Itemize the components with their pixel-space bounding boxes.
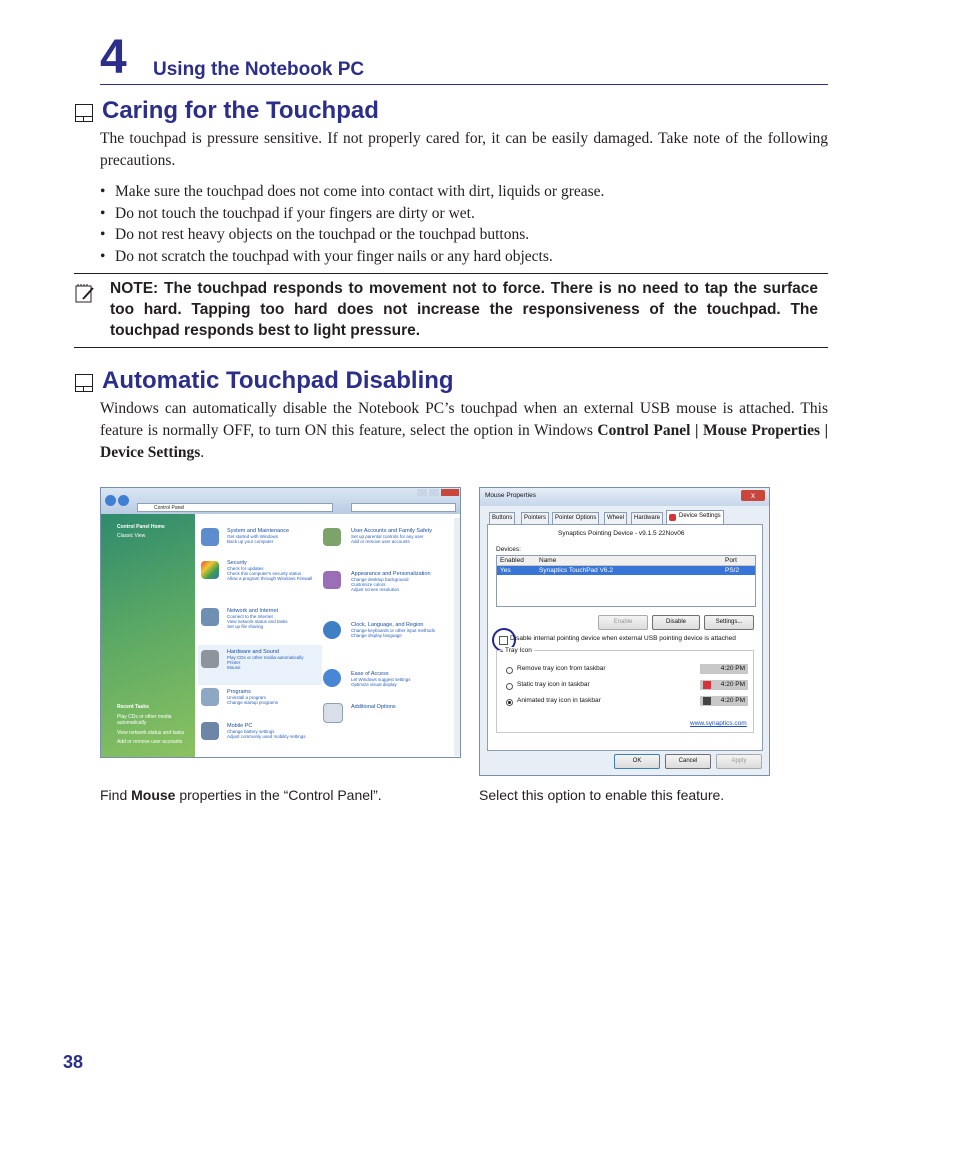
tray-option-animated[interactable]: Animated tray icon in taskbar	[517, 697, 601, 704]
additional-options-icon	[323, 703, 343, 723]
item-title[interactable]: Ease of Access	[351, 671, 389, 677]
device-header: Synaptics Pointing Device - v9.1.5 22Nov06	[558, 530, 685, 537]
tab-buttons[interactable]: Buttons	[489, 512, 515, 525]
caption-left	[100, 787, 382, 803]
settings-button[interactable]: Settings...	[704, 615, 754, 630]
list-item: • Make sure the touchpad does not come into contact with dirt, liquids or grease.	[100, 181, 828, 203]
tab-wheel[interactable]: Wheel	[604, 512, 627, 525]
security-shield-icon	[201, 561, 219, 579]
synaptics-tray-icon	[703, 681, 711, 689]
tray-option-static[interactable]: Static tray icon in taskbar	[517, 681, 590, 688]
mouse-link[interactable]: Mouse	[227, 665, 241, 670]
cp-item-programs[interactable]	[227, 689, 278, 705]
cp-item-mobile[interactable]	[227, 723, 312, 739]
item-sub[interactable]: Customize colors	[351, 582, 386, 587]
sidebar-classic-view[interactable]: Classic View	[117, 533, 146, 539]
section-title-auto-disable: Automatic Touchpad Disabling	[102, 367, 454, 394]
item-sub[interactable]: Allow a program through Windows Firewall	[227, 576, 313, 581]
mouse-properties-screenshot	[479, 487, 770, 776]
item-title[interactable]: Additional Options	[351, 704, 396, 710]
item-sub[interactable]: Change startup programs	[227, 700, 279, 705]
item-sub[interactable]: Get started with Windows	[227, 534, 279, 539]
recent-task-item[interactable]: View network status and tasks	[117, 730, 185, 736]
list-item: • Do not scratch the touchpad with your finger nails or any hard objects.	[100, 246, 828, 268]
section-box-icon	[75, 104, 93, 122]
section2-body	[100, 398, 828, 464]
item-title[interactable]: Mobile PC	[227, 723, 253, 729]
devices-label: Devices:	[496, 546, 521, 553]
item-sub[interactable]: Change display language	[351, 633, 402, 638]
disable-internal-label[interactable]: Disable internal pointing device when external USB pointing device is attached	[510, 635, 736, 642]
item-title[interactable]: Programs	[227, 689, 251, 695]
item-sub[interactable]: Let Windows suggest settings	[351, 677, 411, 682]
tray-group-label: Tray Icon	[505, 647, 532, 654]
item-sub[interactable]: Check this computer's security status	[227, 571, 302, 576]
mobile-pc-icon	[201, 722, 219, 740]
item-sub[interactable]: Set up file sharing	[227, 624, 264, 629]
item-sub[interactable]: Check for updates	[227, 566, 264, 571]
chapter-number: 4	[100, 31, 127, 84]
cp-item-network[interactable]	[227, 608, 287, 629]
programs-icon	[201, 688, 219, 706]
recent-task-item[interactable]: Add or remove user accounts	[117, 739, 183, 745]
table-row[interactable]	[497, 566, 755, 575]
item-sub[interactable]: Set up parental controls for any user	[351, 534, 424, 539]
item-title[interactable]: Clock, Language, and Region	[351, 622, 424, 628]
body-text: Windows can automatically disable the Notebook PC’s touchpad when an external USB mouse is attached. This feature is normally OFF, to turn ON this feature, select the option in Windows	[100, 400, 828, 439]
caption-left-bold: Mouse	[131, 787, 176, 803]
tray-preview: 4:20 PM	[700, 664, 748, 674]
item-sub[interactable]: Optimize visual display	[351, 682, 397, 687]
note-top-rule	[74, 273, 828, 274]
address-bar[interactable]: Control Panel	[137, 503, 333, 512]
item-sub[interactable]: View network status and tasks	[227, 619, 288, 624]
tab-device-settings-label: Device Settings	[679, 513, 721, 519]
cp-item-system[interactable]	[227, 528, 289, 544]
col-enabled[interactable]: Enabled	[500, 557, 524, 564]
cp-item-ease[interactable]	[351, 671, 411, 687]
note-bottom-rule	[74, 347, 828, 348]
body-path-bold: Control Panel | Mouse Properties | Device Settings	[100, 422, 828, 461]
radio-animated[interactable]	[506, 699, 513, 706]
cp-item-clock[interactable]	[351, 622, 436, 638]
network-globe-icon	[201, 608, 219, 626]
device-list[interactable]	[496, 555, 756, 607]
item-sub[interactable]: Adjust commonly used mobility settings	[227, 734, 306, 739]
precautions-list	[100, 181, 828, 267]
item-sub[interactable]: Connect to the Internet	[227, 614, 273, 619]
forward-icon[interactable]	[118, 495, 129, 506]
item-title[interactable]: Security	[227, 560, 247, 566]
tab-device-settings[interactable]	[666, 510, 724, 524]
minimize-icon[interactable]	[417, 489, 427, 496]
note-pad-icon	[75, 283, 95, 303]
sidebar-home[interactable]: Control Panel Home	[117, 524, 165, 530]
item-title[interactable]: Hardware and Sound	[227, 649, 279, 655]
chapter-title: Using the Notebook PC	[153, 59, 365, 80]
tray-option-remove[interactable]: Remove tray icon from taskbar	[517, 665, 606, 672]
radio-remove[interactable]	[506, 667, 513, 674]
search-input[interactable]	[351, 503, 456, 512]
recent-tasks-label: Recent Tasks	[117, 704, 149, 710]
mp-titlebar	[480, 488, 769, 506]
item-title[interactable]: User Accounts and Family Safety	[351, 528, 433, 534]
synaptics-link[interactable]: www.synaptics.com	[690, 720, 747, 727]
device-list-header	[497, 556, 755, 566]
animated-tray-icon	[703, 697, 711, 705]
item-sub[interactable]: Uninstall a program	[227, 695, 267, 700]
tab-pointer-options[interactable]: Pointer Options	[552, 512, 599, 525]
row-port: PS/2	[725, 567, 740, 574]
caption-left-pre: Find	[100, 787, 132, 803]
radio-static[interactable]	[506, 683, 513, 690]
tab-pointers[interactable]: Pointers	[521, 512, 549, 525]
cp-item-hardware[interactable]	[227, 649, 325, 670]
cancel-button[interactable]: Cancel	[665, 754, 711, 769]
header-rule	[100, 84, 828, 85]
user-accounts-icon	[323, 528, 341, 546]
section-title-caring: Caring for the Touchpad	[102, 97, 379, 124]
apply-button[interactable]: Apply	[716, 754, 762, 769]
item-sub[interactable]: Printer	[227, 660, 241, 665]
tray-preview: 4:20 PM	[700, 680, 748, 690]
item-sub[interactable]: Change desktop background	[351, 577, 409, 582]
item-sub[interactable]: Adjust screen resolution	[351, 587, 400, 592]
tray-icon-group	[496, 647, 754, 733]
col-port[interactable]: Port	[725, 557, 737, 564]
clock-globe-icon	[323, 621, 341, 639]
list-item: • Do not touch the touchpad if your fingers are dirty or wet.	[100, 203, 828, 225]
mp-title: Mouse Properties	[485, 492, 536, 499]
appearance-icon	[323, 571, 341, 589]
caption-left-post: properties in the “Control Panel”.	[175, 787, 382, 803]
close-icon[interactable]	[441, 489, 459, 496]
item-sub[interactable]: Change battery settings	[227, 729, 275, 734]
page-number: 38	[63, 1052, 84, 1072]
cp-scrollbar[interactable]	[454, 518, 460, 756]
item-sub[interactable]: Play CDs or other media automatically	[227, 655, 304, 660]
item-sub[interactable]: Back up your computer	[227, 539, 274, 544]
maximize-icon[interactable]	[429, 489, 439, 496]
list-item: • Do not rest heavy objects on the touchpad or the touchpad buttons.	[100, 224, 828, 246]
note-text: NOTE: The touchpad responds to movement not to force. There is no need to tap the surface too hard. Tapping too hard does not increase the responsiveness of the touchpad. The touchpad responds best to light pressure.	[110, 280, 818, 339]
cp-item-appearance[interactable]	[351, 571, 431, 592]
back-icon[interactable]	[105, 495, 116, 506]
ease-of-access-icon	[323, 669, 341, 687]
body-end: .	[200, 444, 205, 461]
control-panel-screenshot	[100, 487, 461, 758]
item-title[interactable]: Appearance and Personalization	[351, 571, 431, 577]
item-title[interactable]: System and Maintenance	[227, 528, 290, 534]
ok-button[interactable]: OK	[614, 754, 660, 769]
system-maintenance-icon	[201, 528, 219, 546]
tab-hardware[interactable]: Hardware	[631, 512, 663, 525]
cp-sidebar	[101, 514, 195, 758]
recent-task-item[interactable]: Play CDs or other media automatically	[117, 714, 172, 726]
item-title[interactable]: Network and Internet	[227, 608, 279, 614]
close-icon[interactable]: x	[741, 490, 765, 501]
col-name[interactable]: Name	[539, 557, 557, 564]
section1-intro: The touchpad is pressure sensitive. If not properly cared for, it can be easily damaged. Take note of the following precautions.	[100, 130, 828, 169]
row-name: Synaptics TouchPad V6.2	[539, 567, 613, 574]
row-enabled: Yes	[500, 567, 511, 574]
cp-item-users[interactable]	[351, 528, 451, 544]
synaptics-icon	[669, 514, 676, 521]
disable-button[interactable]: Disable	[652, 615, 700, 630]
cp-item-security[interactable]	[227, 560, 322, 581]
caption-right: Select this option to enable this feature.	[479, 787, 725, 803]
cp-toolbar	[101, 488, 460, 514]
tray-preview: 4:20 PM	[700, 696, 748, 706]
device-settings-panel	[487, 524, 763, 751]
item-sub[interactable]: Change keyboards or other input methods	[351, 628, 436, 633]
section-box-icon	[75, 374, 93, 392]
cp-item-additional[interactable]	[351, 704, 396, 710]
enable-button[interactable]: Enable	[598, 615, 648, 630]
item-sub[interactable]: Add or remove user accounts	[351, 539, 410, 544]
hardware-printer-icon	[201, 650, 219, 668]
